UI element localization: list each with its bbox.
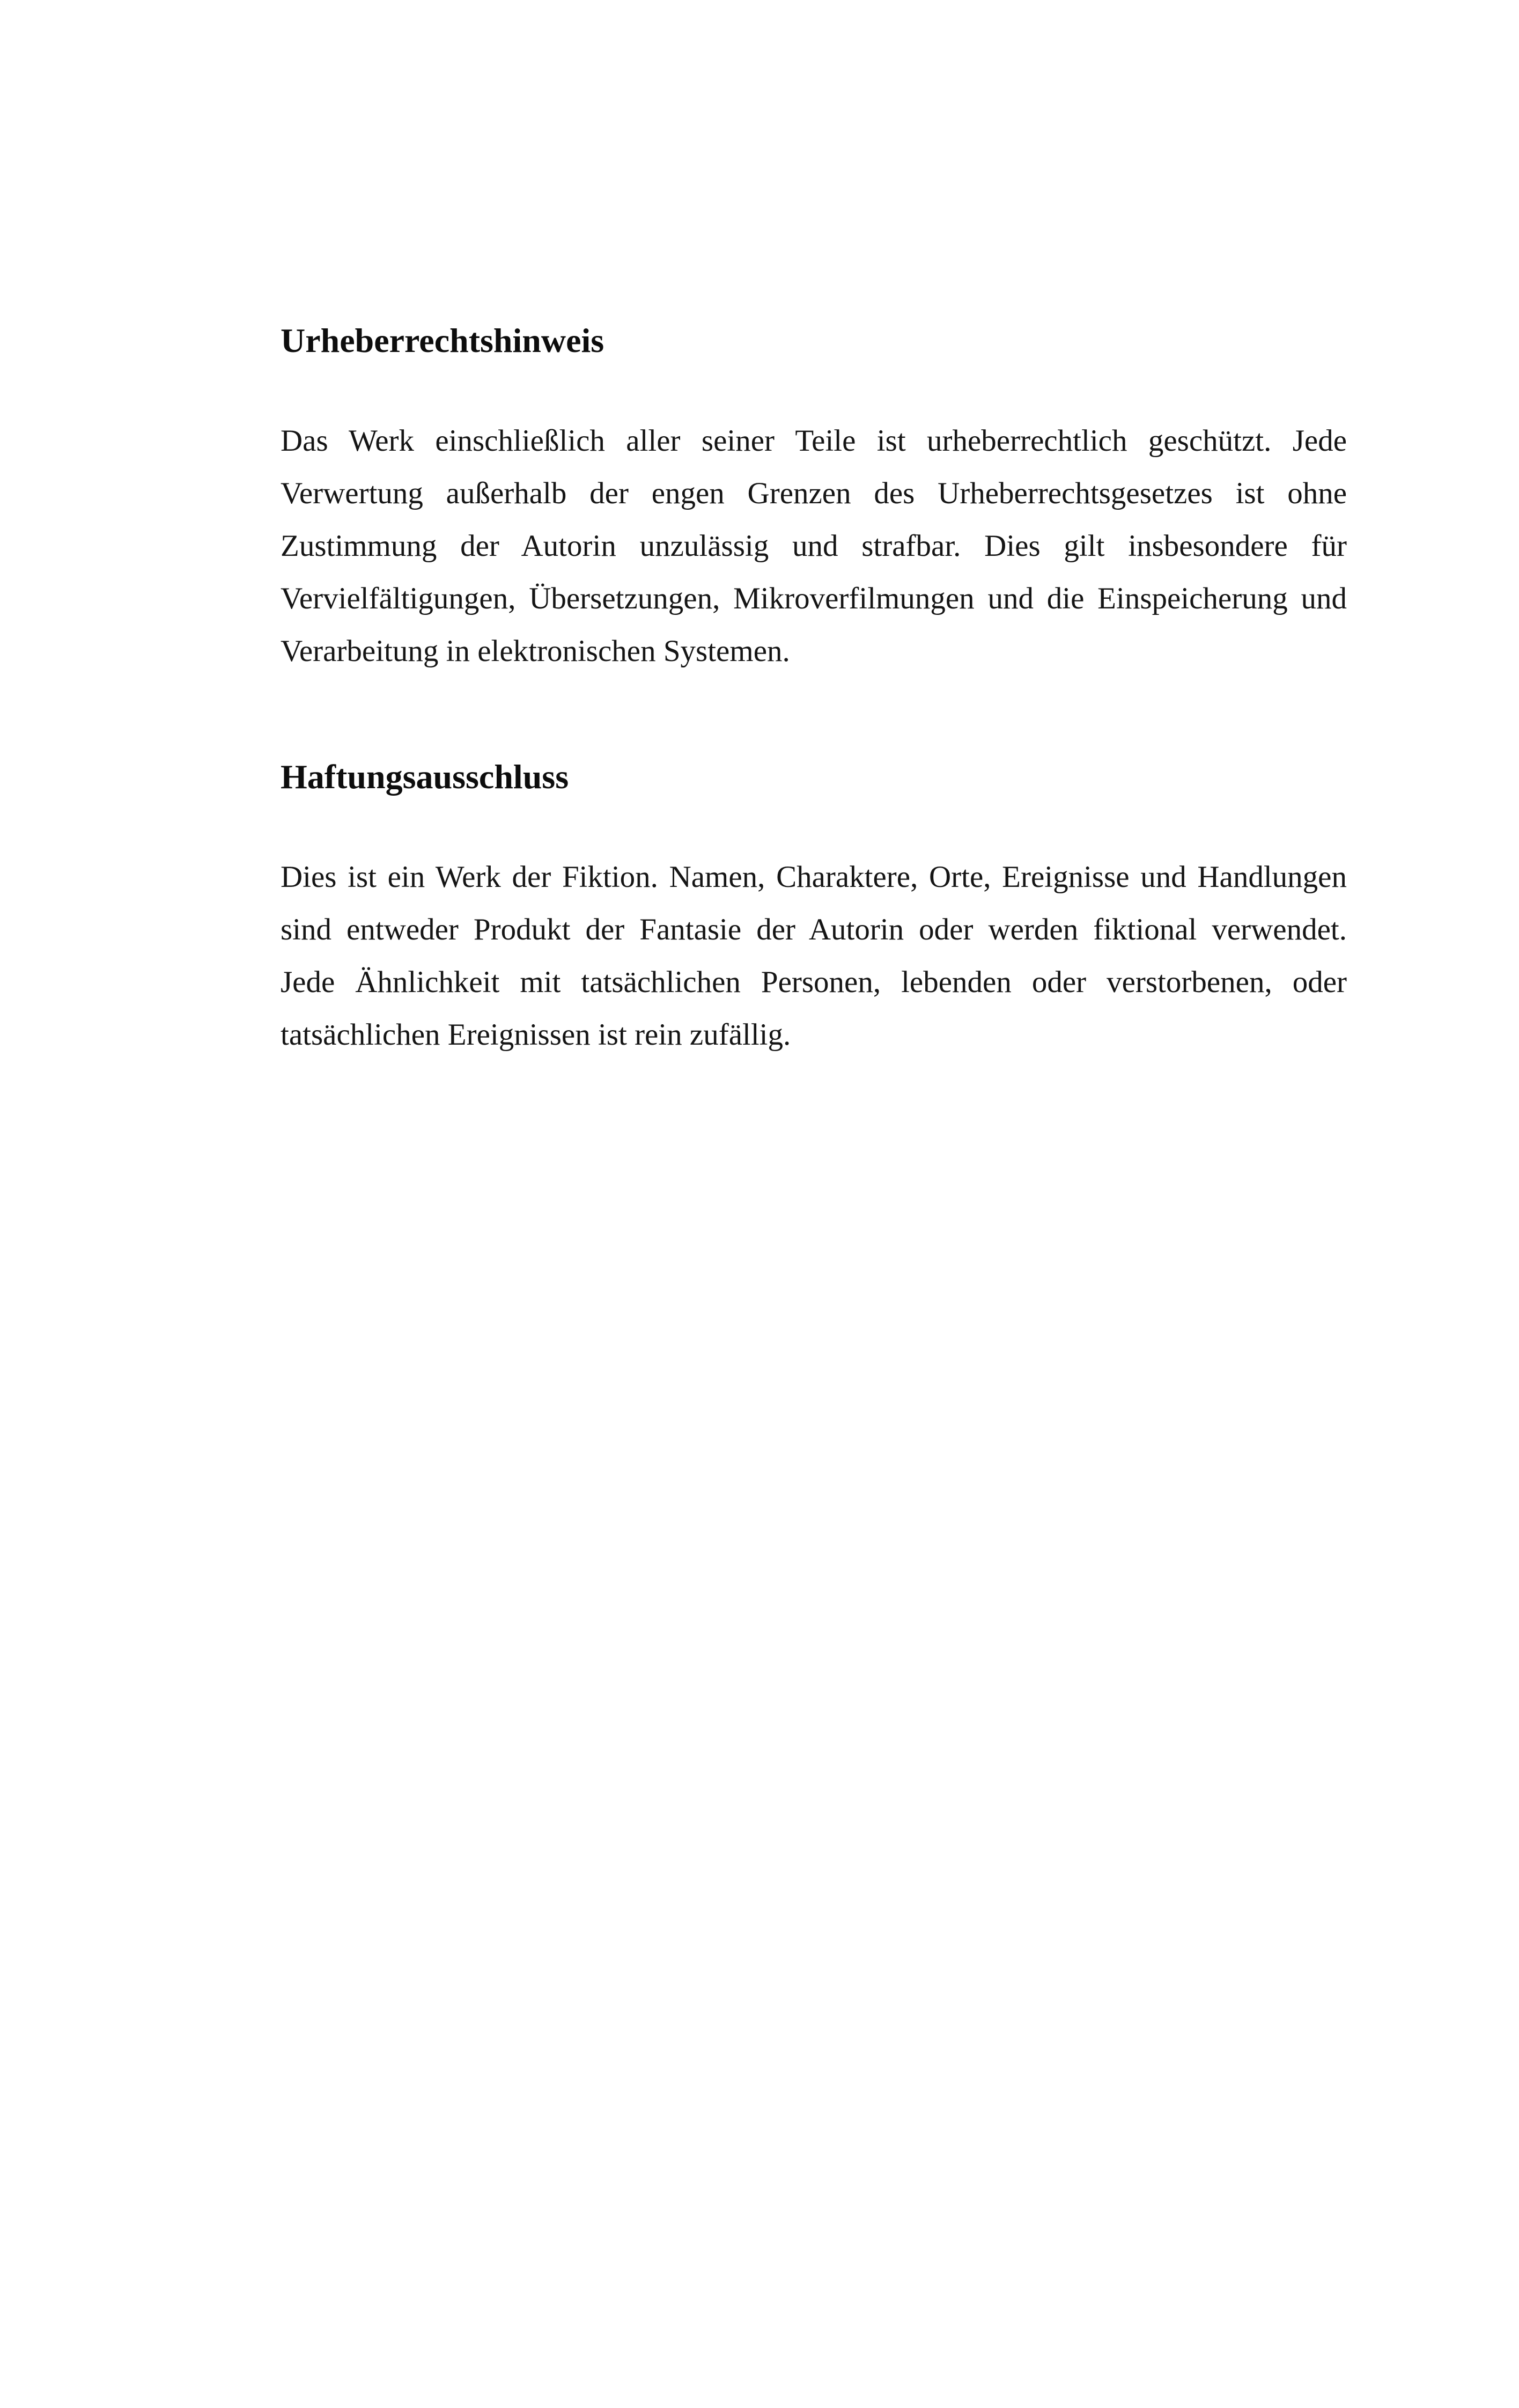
paragraph-line: Vervielfältigungen, Übersetzungen, Mikroverfilmungen und die Einspeicherung und bbox=[281, 582, 1347, 615]
paragraph-line: Das Werk einschließlich aller seiner Teile ist urheberrechtlich geschützt. Jede bbox=[281, 424, 1347, 458]
paragraph-line: sind entweder Produkt der Fantasie der Autorin oder werden fiktional verwendet. bbox=[281, 913, 1347, 946]
paragraph-line: Zustimmung der Autorin unzulässig und strafbar. Dies gilt insbesondere für bbox=[281, 529, 1347, 563]
document-body bbox=[281, 317, 1347, 1061]
paragraph-line: tatsächlichen Ereignissen ist rein zufällig. bbox=[281, 1018, 791, 1052]
disclaimer-paragraph bbox=[281, 851, 1347, 1061]
paragraph-line: Verarbeitung in elektronischen Systemen. bbox=[281, 634, 790, 668]
paragraph-line: Jede Ähnlichkeit mit tatsächlichen Personen, lebenden oder verstorbenen, oder bbox=[281, 965, 1347, 999]
copyright-heading: Urheberrechtshinweis bbox=[281, 321, 604, 359]
paragraph-line: Verwertung außerhalb der engen Grenzen des Urheberrechtsgesetzes ist ohne bbox=[281, 476, 1347, 510]
disclaimer-heading: Haftungsausschluss bbox=[281, 758, 569, 796]
paragraph-line: Dies ist ein Werk der Fiktion. Namen, Charaktere, Orte, Ereignisse und Handlungen bbox=[281, 860, 1347, 894]
copyright-paragraph bbox=[281, 415, 1347, 678]
